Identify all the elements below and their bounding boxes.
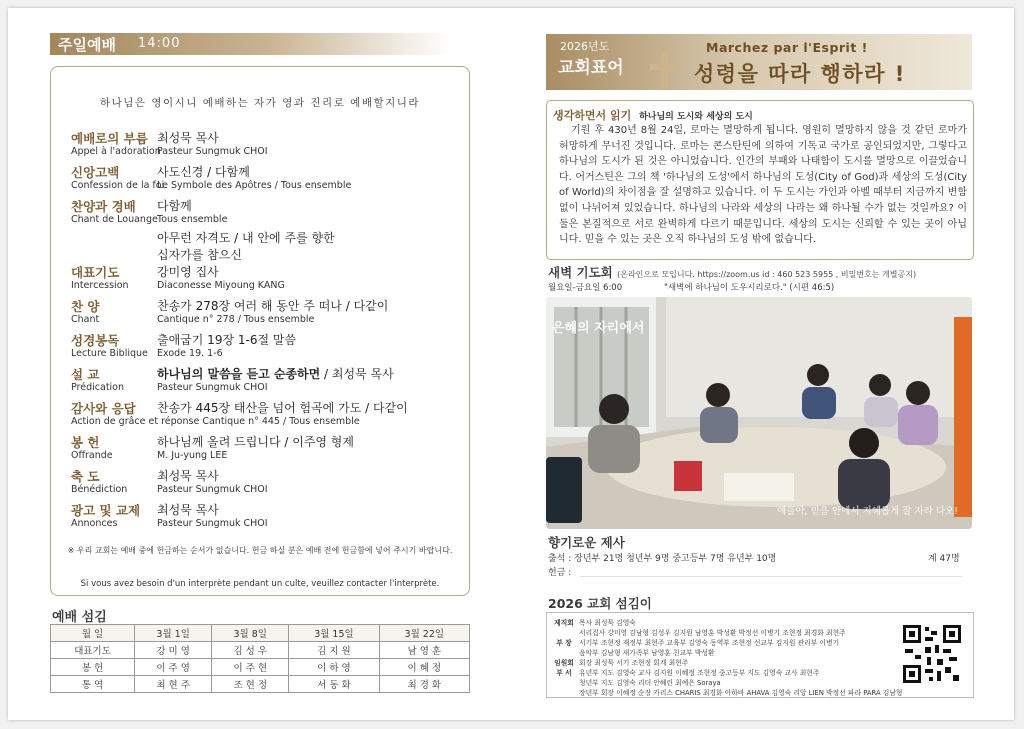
cross-icon-bar [650, 64, 680, 70]
order-title-fr: Intercession [71, 280, 129, 291]
order-detail: 최성묵 목사 [157, 469, 219, 483]
table-cell: 서 동 화 [289, 676, 379, 693]
order-of-service [50, 66, 470, 596]
order-detail: 출애굽기 19장 1-6절 말씀 [157, 333, 297, 347]
order-title-ko: 찬 양 [71, 299, 100, 314]
staff-row: 제직회 목사 최성묵 김영숙 [554, 619, 636, 627]
table-cell: 김 성 우 [212, 642, 289, 659]
table-row [51, 676, 470, 693]
order-detail: 하나님께 올려 드립니다 / 이주영 형제 [157, 435, 354, 449]
order-title-ko: 찬양과 경배 [71, 199, 136, 214]
order-detail: 최성묵 목사 [157, 503, 219, 517]
motto-year: 2026년도 [560, 40, 610, 53]
order-title-ko: 성경봉독 [71, 333, 120, 348]
service-title: 주일예배 [58, 36, 116, 54]
table-cell: 남 영 훈 [379, 642, 469, 659]
order-title-ko: 봉 헌 [71, 435, 100, 450]
table-cell: 대표기도 [51, 642, 135, 659]
motto-fr: Marchez par l'Esprit ! [706, 40, 868, 55]
order-detail: 최성묵 목사 [157, 131, 219, 145]
order-title-ko: 신앙고백 [71, 165, 120, 180]
table-cell: 이 하 영 [289, 659, 379, 676]
order-title-fr: Confession de la foi [71, 180, 165, 191]
order-title-fr: Appel à l'adoration [71, 146, 161, 157]
service-header [50, 33, 450, 55]
qr-code-icon [901, 623, 963, 685]
order-title-fr: Chant de Louange [71, 214, 158, 225]
sermon-title: 하나님의 말씀을 듣고 순종하면 [157, 367, 321, 381]
dawn-prayer-heading [548, 263, 916, 281]
attendance-line [548, 551, 776, 564]
offering-note-ko: ※ 우리 교회는 예배 중에 헌금하는 순서가 없습니다. 헌금 하실 분은 예배 전에 헌금함에 넣어 주시기 바랍니다. [67, 546, 453, 555]
sermon-preacher: / 최성묵 목사 [320, 367, 394, 381]
table-cell: 월 일 [51, 625, 135, 642]
order-title-ko: 예배로의 부름 [71, 131, 148, 146]
order-title-ko: 축 도 [71, 469, 100, 484]
meditation-text: 기원 후 430년 8월 24일, 로마는 멸망하게 됩니다. 영원히 멸망하지 않을 것 같던 로마가 허망하게 무너진 것입니다. 로마는 콘스탄틴에 의하여 기독교 국가로 공인되었지만, 그렇다고 하나님의 도시가 된 것은 아니었습니다. 인간의 부패와 나태함이 도시를 멸망으로 이끌었습니다. 어거스틴은 그의 책 '하나님의 도성'에서 하나님의 도성(City of God)과 세상의 도성(City of World)의 차이점을 잘 설명하고 있습니다. 이 두 도시는 가인과 아벨 때부터 지금까지 변함없이 나뉘어져 있었습니다. 하나님의 나라와 세상의 나라는 왜 하나될 수가 없는 것일까요? 이 둘은 본질적으로 서로 완벽하게 다르기 때문입니다. 세상의 도시는 신뢰할 수 있는 곳이 아닙니다. 믿을 수 있는 곳은 오직 하나님의 도성 밖에 없습니다. [559, 125, 967, 246]
order-title-ko: 감사와 응답 [71, 401, 136, 416]
table-cell: 최 현 주 [135, 676, 212, 693]
order-detail-fr: Pasteur Sungmuk CHOI [157, 382, 268, 393]
order-detail-fr: Pasteur Sungmuk CHOI [157, 518, 268, 529]
table-cell: 3월 15일 [289, 625, 379, 642]
motto-ko: 성령을 따라 행하라 ! [694, 62, 906, 86]
attendance-detail: 장년부 21명 청년부 9명 중고등부 7명 유년부 10명 [574, 554, 777, 564]
meditation-subtitle: 하나님의 도시와 세상의 도시 [639, 112, 753, 122]
attendance-total: 계 47명 [928, 554, 960, 564]
service-time: 14:00 [138, 36, 181, 51]
order-detail-fr: Diaconesse Miyoung KANG [157, 280, 285, 291]
staff-row: 장년부 회장 이혜정 순장 카리스 CHARIS 최경화 아하바 AHAVA 김영숙 리앙 LIEN 박정선 파라 PARA 김남형 [579, 689, 903, 697]
staff-row: 임원회 회장 최성묵 서기 조현정 회계 최현주 [554, 659, 689, 667]
order-detail-fr: Pasteur Sungmuk CHOI [157, 146, 268, 157]
motto-label: 교회표어 [558, 58, 624, 78]
order-title-ko: 광고 및 교제 [71, 503, 141, 518]
attendance-label: 출석 : [548, 554, 572, 564]
meditation-box [546, 100, 974, 260]
table-row [51, 659, 470, 676]
photo-caption-top: 은혜의 자리에서 [552, 321, 645, 336]
staff-box [546, 612, 974, 698]
order-detail-fr: Cantique n° 278 / Tous ensemble [157, 314, 315, 325]
order-detail: 찬송가 278장 여러 해 동안 주 떠나 / 다같이 [157, 299, 389, 313]
intro-verse: 하나님은 영이시니 예배하는 자가 영과 진리로 예배할지니라 [99, 97, 421, 109]
dawn-online-info: (온라인으로 모입니다. https://zoom.us id : 460 523 5955 , 비밀번호는 개별공지) [617, 270, 917, 279]
order-detail-fr: M. Ju-yung LEE [157, 450, 228, 461]
staff-row: 부 서 유년부 지도 김영숙 교사 김지원 이혜정 조현정 중고등부 지도 김영숙 교사 최현주 [556, 669, 820, 677]
order-detail [157, 365, 394, 382]
table-cell: 김 지 원 [289, 642, 379, 659]
table-cell: 이 주 현 [212, 659, 289, 676]
order-title-fr: Action de grâce et réponse Cantique n° 445 / Tous ensemble [71, 416, 360, 427]
order-detail: 다함께 [157, 199, 192, 213]
song-line-2: 십자가를 참으신 [157, 248, 242, 262]
staff-row: 음악부 김남형 새가족부 남영훈 친교부 박성환 [579, 649, 715, 657]
order-title-fr: Chant [71, 314, 100, 325]
children-photo [546, 297, 972, 529]
dawn-verse: "새벽에 하나님이 도우시리로다." (시편 46:5) [664, 283, 835, 293]
serve-table [50, 624, 470, 693]
order-title-fr: Prédication [71, 382, 125, 393]
table-cell: 3월 1일 [135, 625, 212, 642]
order-detail-fr: Le Symbole des Apôtres / Tous ensemble [157, 180, 352, 191]
order-title-ko: 대표기도 [71, 265, 120, 280]
table-cell: 강 미 영 [135, 642, 212, 659]
serve-title: 예배 섬김 [52, 610, 107, 625]
meditation-title: 생각하면서 읽기 [553, 109, 632, 122]
order-title-fr: Lecture Biblique [71, 348, 148, 359]
staff-row: 청년부 지도 김영숙 리더 안혜린 최예은 Soraya [579, 679, 721, 687]
photo-caption-bottom: 얘들아, 믿음 안에서 지혜롭게 잘 자라 다오! [777, 506, 958, 517]
table-cell: 이 혜 정 [379, 659, 469, 676]
order-detail-fr: Exode 19. 1-6 [157, 348, 223, 359]
table-cell: 이 주 영 [135, 659, 212, 676]
staff-row: 부 장 서기부 조현정 재정부 최현주 교육부 김영숙 동역부 조현정 선교부 김지원 관리부 이병기 [556, 639, 840, 647]
table-cell: 3월 22일 [379, 625, 469, 642]
offering-title: 향기로운 제사 [548, 535, 625, 550]
order-detail-fr: Tous ensemble [157, 214, 228, 225]
order-title-fr: Annonces [71, 518, 118, 529]
meditation-heading [553, 107, 753, 123]
order-title-fr: Bénédiction [71, 484, 128, 495]
dawn-title: 새벽 기도회 [548, 265, 613, 280]
table-cell: 최 경 화 [379, 676, 469, 693]
table-cell: 조 현 정 [212, 676, 289, 693]
table-row [51, 625, 470, 642]
order-title-ko: 설 교 [71, 367, 100, 382]
order-detail: 찬송가 445장 태산을 넘어 험곡에 가도 / 다같이 [157, 401, 408, 415]
interpreter-note-fr: Si vous avez besoin d'un interprète pendant un culte, veuillez contacter l'interprète. [80, 579, 440, 589]
staff-title: 2026 교회 섬김이 [548, 596, 652, 611]
offering-label: 헌금 : [548, 568, 572, 578]
staff-row: 서리집사 강미영 김남형 김성우 김지원 남영훈 박성환 박정선 이병기 조현정 최경화 최현주 [579, 629, 846, 637]
order-detail-fr: Pasteur Sungmuk CHOI [157, 484, 268, 495]
order-title-fr: Offrande [71, 450, 113, 461]
table-cell: 통 역 [51, 676, 135, 693]
divider [580, 576, 962, 577]
song-line-1: 아무런 자격도 / 내 안에 주를 향한 [157, 231, 335, 245]
order-detail: 사도신경 / 다함께 [157, 165, 250, 179]
dawn-time: 월요일-금요일 6:00 [548, 283, 623, 293]
table-cell: 3월 8일 [212, 625, 289, 642]
motto-banner [546, 34, 972, 90]
order-detail: 강미영 집사 [157, 265, 219, 279]
table-row [51, 642, 470, 659]
table-cell: 봉 헌 [51, 659, 135, 676]
cross-icon [662, 52, 668, 88]
